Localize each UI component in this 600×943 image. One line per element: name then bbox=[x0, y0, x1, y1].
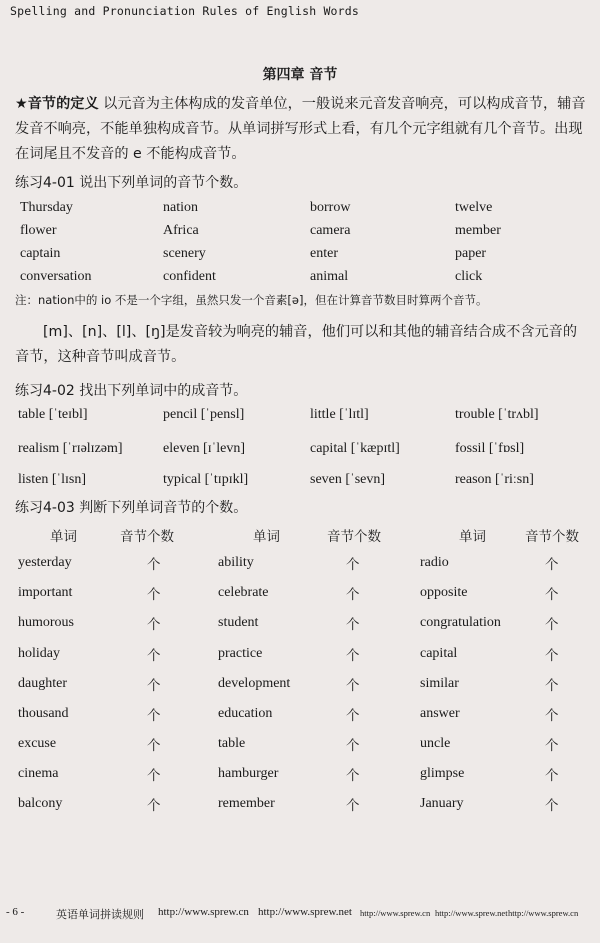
syllable-count-unit: 个 bbox=[545, 648, 559, 664]
column-header-count: 音节个数 bbox=[120, 529, 174, 545]
word-item: uncle bbox=[420, 736, 451, 751]
syllabic-word-item: seven [ˈsevn] bbox=[310, 472, 386, 487]
word-item: confident bbox=[163, 269, 216, 284]
word-item: glimpse bbox=[420, 766, 465, 781]
exercise-4-01-title: 练习4-01 说出下列单词的音节个数。 bbox=[15, 175, 248, 191]
word-item: ability bbox=[218, 555, 254, 570]
definition-text: 以元音为主体构成的发音单位，一般说来元音发音响亮，可以构成音节，辅音发音不响亮，不能单独构成音节。从单词拼写形式上看，有几个元字组就有几个音节。出现在词尾且不发音的 e 不能构成音节。 bbox=[15, 96, 586, 162]
word-item: twelve bbox=[455, 200, 493, 215]
word-item: capital bbox=[420, 646, 458, 661]
syllable-count-unit: 个 bbox=[346, 768, 360, 784]
page-number: - 6 - bbox=[6, 906, 25, 918]
syllable-count-unit: 个 bbox=[147, 678, 161, 694]
syllable-count-unit: 个 bbox=[346, 648, 360, 664]
syllabic-word-item: typical [ˈtɪpɪkl] bbox=[163, 472, 249, 487]
word-item: opposite bbox=[420, 585, 468, 600]
syllable-count-unit: 个 bbox=[346, 678, 360, 694]
word-item: hamburger bbox=[218, 766, 279, 781]
word-item: yesterday bbox=[18, 555, 72, 570]
exercise-4-03-title: 练习4-03 判断下列单词音节的个数。 bbox=[15, 500, 248, 516]
word-item: Thursday bbox=[20, 200, 73, 215]
syllable-count-unit: 个 bbox=[147, 708, 161, 724]
word-item: scenery bbox=[163, 246, 206, 261]
word-item: development bbox=[218, 676, 291, 691]
syllabic-word-item: capital [ˈkæpɪtl] bbox=[310, 441, 400, 456]
word-item: nation bbox=[163, 200, 198, 215]
syllabic-consonant-paragraph: [m]、[n]、[l]、[ŋ]是发音较为响亮的辅音，他们可以和其他的辅音结合成不含元音的音节，这种音节叫成音节。 bbox=[15, 324, 578, 365]
syllable-count-unit: 个 bbox=[346, 798, 360, 814]
word-item: flower bbox=[20, 223, 57, 238]
definition-label: ★音节的定义 bbox=[15, 96, 99, 112]
syllable-count-unit: 个 bbox=[545, 587, 559, 603]
syllable-count-unit: 个 bbox=[545, 708, 559, 724]
word-item: member bbox=[455, 223, 501, 238]
footer-link[interactable]: http://www.sprew.cn bbox=[158, 906, 249, 918]
footer-link[interactable]: http://www.sprew.net bbox=[435, 908, 508, 918]
syllabic-word-item: pencil [ˈpensl] bbox=[163, 407, 245, 422]
syllable-count-unit: 个 bbox=[545, 798, 559, 814]
syllable-count-unit: 个 bbox=[545, 557, 559, 573]
word-item: important bbox=[18, 585, 73, 600]
word-item: excuse bbox=[18, 736, 57, 751]
word-item: congratulation bbox=[420, 615, 501, 630]
running-header: Spelling and Pronunciation Rules of English Words bbox=[10, 4, 360, 18]
syllable-count-unit: 个 bbox=[147, 648, 161, 664]
syllabic-word-item: trouble [ˈtrʌbl] bbox=[455, 407, 539, 422]
column-header-word: 单词 bbox=[253, 529, 280, 545]
word-item: holiday bbox=[18, 646, 60, 661]
syllable-count-unit: 个 bbox=[346, 708, 360, 724]
syllable-count-unit: 个 bbox=[147, 798, 161, 814]
syllable-count-unit: 个 bbox=[545, 768, 559, 784]
word-item: practice bbox=[218, 646, 263, 661]
syllable-count-unit: 个 bbox=[346, 738, 360, 754]
syllabic-word-item: listen [ˈlɪsn] bbox=[18, 472, 87, 487]
syllable-count-unit: 个 bbox=[545, 678, 559, 694]
word-item: similar bbox=[420, 676, 459, 691]
exercise-4-01-note: 注：nation中的 io 不是一个字组，虽然只发一个音素[ə]，但在计算音节数目时算两个音节。 bbox=[15, 293, 488, 307]
word-item: cinema bbox=[18, 766, 59, 781]
word-item: humorous bbox=[18, 615, 74, 630]
syllabic-word-item: table [ˈteɪbl] bbox=[18, 407, 88, 422]
word-item: celebrate bbox=[218, 585, 269, 600]
word-item: education bbox=[218, 706, 273, 721]
syllabic-word-item: fossil [ˈfɒsl] bbox=[455, 441, 525, 456]
word-item: enter bbox=[310, 246, 338, 261]
exercise-4-02-title: 练习4-02 找出下列单词中的成音节。 bbox=[15, 383, 248, 399]
word-item: balcony bbox=[18, 796, 63, 811]
syllable-count-unit: 个 bbox=[147, 617, 161, 633]
word-item: paper bbox=[455, 246, 487, 261]
column-header-word: 单词 bbox=[50, 529, 77, 545]
syllabic-word-item: reason [ˈriːsn] bbox=[455, 472, 534, 487]
word-item: January bbox=[420, 796, 464, 811]
column-header-word: 单词 bbox=[459, 529, 486, 545]
syllabic-word-item: realism [ˈrɪəlɪzəm] bbox=[18, 441, 123, 456]
word-item: remember bbox=[218, 796, 275, 811]
syllable-count-unit: 个 bbox=[545, 738, 559, 754]
word-item: borrow bbox=[310, 200, 351, 215]
chapter-title: 第四章 音节 bbox=[262, 67, 338, 83]
word-item: Africa bbox=[163, 223, 199, 238]
word-item: captain bbox=[20, 246, 61, 261]
syllable-count-unit: 个 bbox=[147, 738, 161, 754]
word-item: animal bbox=[310, 269, 349, 284]
word-item: daughter bbox=[18, 676, 67, 691]
definition-paragraph bbox=[15, 92, 587, 167]
column-header-count: 音节个数 bbox=[525, 529, 579, 545]
syllable-count-unit: 个 bbox=[346, 587, 360, 603]
word-item: answer bbox=[420, 706, 460, 721]
syllable-count-unit: 个 bbox=[346, 557, 360, 573]
footer-link[interactable]: http://www.sprew.cn bbox=[360, 908, 431, 918]
word-item: conversation bbox=[20, 269, 92, 284]
word-item: table bbox=[218, 736, 246, 751]
column-header-count: 音节个数 bbox=[327, 529, 381, 545]
syllable-count-unit: 个 bbox=[147, 768, 161, 784]
word-item: radio bbox=[420, 555, 449, 570]
footer-link[interactable]: http://www.sprew.cn bbox=[508, 908, 579, 918]
syllabic-word-item: eleven [ɪˈlevn] bbox=[163, 441, 246, 456]
syllabic-word-item: little [ˈlɪtl] bbox=[310, 407, 369, 422]
word-item: click bbox=[455, 269, 483, 284]
syllable-count-unit: 个 bbox=[147, 557, 161, 573]
syllable-count-unit: 个 bbox=[545, 617, 559, 633]
footer-link[interactable]: http://www.sprew.net bbox=[258, 906, 352, 918]
syllable-count-unit: 个 bbox=[346, 617, 360, 633]
word-item: student bbox=[218, 615, 259, 630]
syllable-count-unit: 个 bbox=[147, 587, 161, 603]
footer-book-title: 英语单词拼读规则 bbox=[56, 908, 144, 921]
word-item: thousand bbox=[18, 706, 69, 721]
word-item: camera bbox=[310, 223, 351, 238]
